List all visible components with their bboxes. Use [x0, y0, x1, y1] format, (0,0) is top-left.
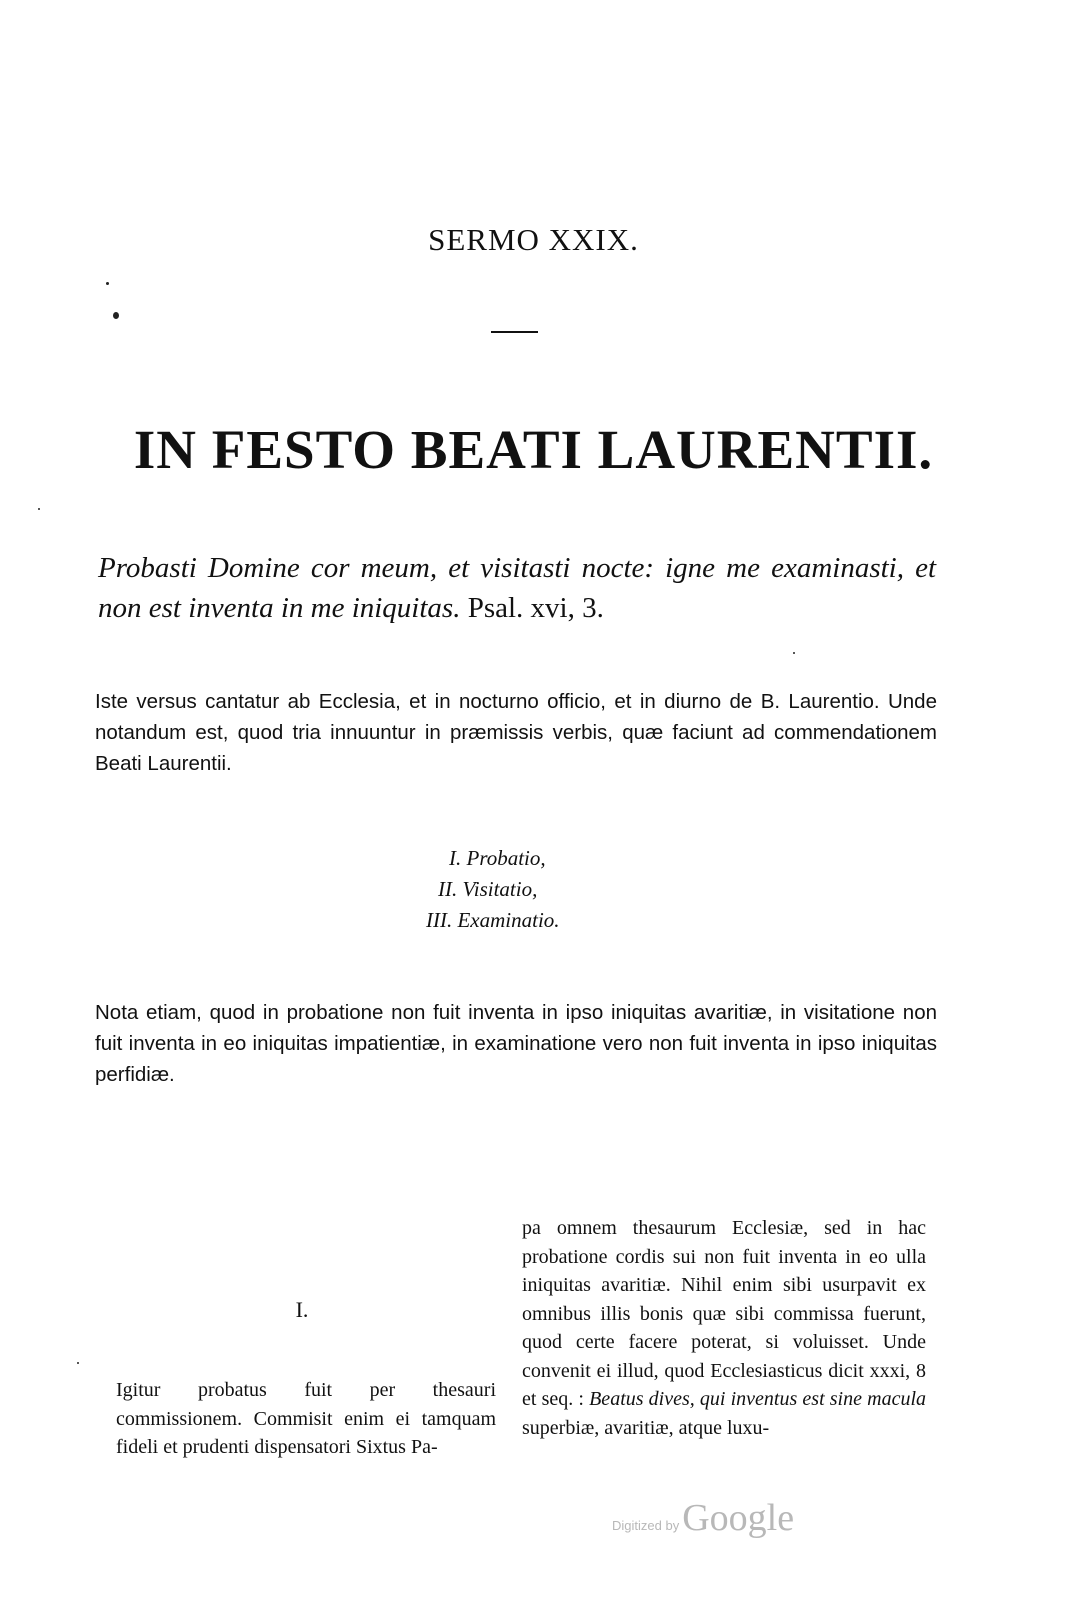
epigraph — [98, 548, 936, 628]
division-item: II. Visitatio, — [438, 877, 538, 901]
right-column-part-a: pa omnem thesaurum Ecclesiæ, sed in hac probatione cordis sui non fuit inventa in eo ulla iniquitas avaritiæ. Nihil enim sibi usurpavit ex omnibus illis bonis quæ sibi commissa fuerunt, quod certe facere poterat, si voluisset. Unde convenit ei illud, quod Ecclesiasticus dicit xxxi, 8 et seq. : — [522, 1217, 926, 1410]
sermon-title: IN FESTO BEATI LAURENTII. — [133, 419, 934, 480]
ink-speck — [38, 508, 40, 510]
ink-speck — [106, 282, 109, 285]
ink-speck — [113, 312, 119, 319]
digitized-watermark — [612, 1496, 842, 1546]
section-number: I. — [295, 1297, 309, 1322]
epigraph-text: Probasti Domine cor meum, et visitasti nocte: igne me examinasti, et non est inventa in me iniquitas. — [98, 552, 936, 624]
digitized-by-label: Digitized by — [612, 1518, 680, 1533]
division-item: III. Examinatio. — [426, 908, 560, 932]
google-logo: Google — [682, 1497, 795, 1539]
ink-speck — [77, 1362, 79, 1364]
title-rule — [491, 331, 538, 333]
divisions-list — [420, 843, 680, 936]
nota-paragraph: Nota etiam, quod in probatione non fuit inventa in ipso iniquitas avaritiæ, in visitatione non fuit inventa in eo iniquitas impatientiæ, in examinatione vero non fuit inventa in ipso iniquitas perfidiæ. — [95, 1001, 937, 1086]
right-column-text — [522, 1214, 926, 1442]
ink-speck — [793, 652, 795, 654]
division-item: I. Probatio, — [449, 846, 546, 870]
sermon-number: SERMO XXIX. — [428, 222, 639, 257]
left-column-text: Igitur probatus fuit per thesauri commissionem. Commisit enim ei tamquam fideli et prudenti dispensatori Sixtus Pa- — [116, 1379, 496, 1458]
right-column-italic: Beatus dives, qui inventus est sine macula — [589, 1388, 927, 1410]
right-column-part-b: superbiæ, avaritiæ, atque luxu- — [522, 1416, 770, 1439]
intro-paragraph: Iste versus cantatur ab Ecclesia, et in nocturno officio, et in diurno de B. Laurentio. Unde notandum est, quod tria innuuntur in præmissis verbis, quæ faciunt ad commendationem Beati Laurentii. — [95, 690, 937, 775]
epigraph-reference: Psal. xvi, 3. — [460, 592, 604, 624]
